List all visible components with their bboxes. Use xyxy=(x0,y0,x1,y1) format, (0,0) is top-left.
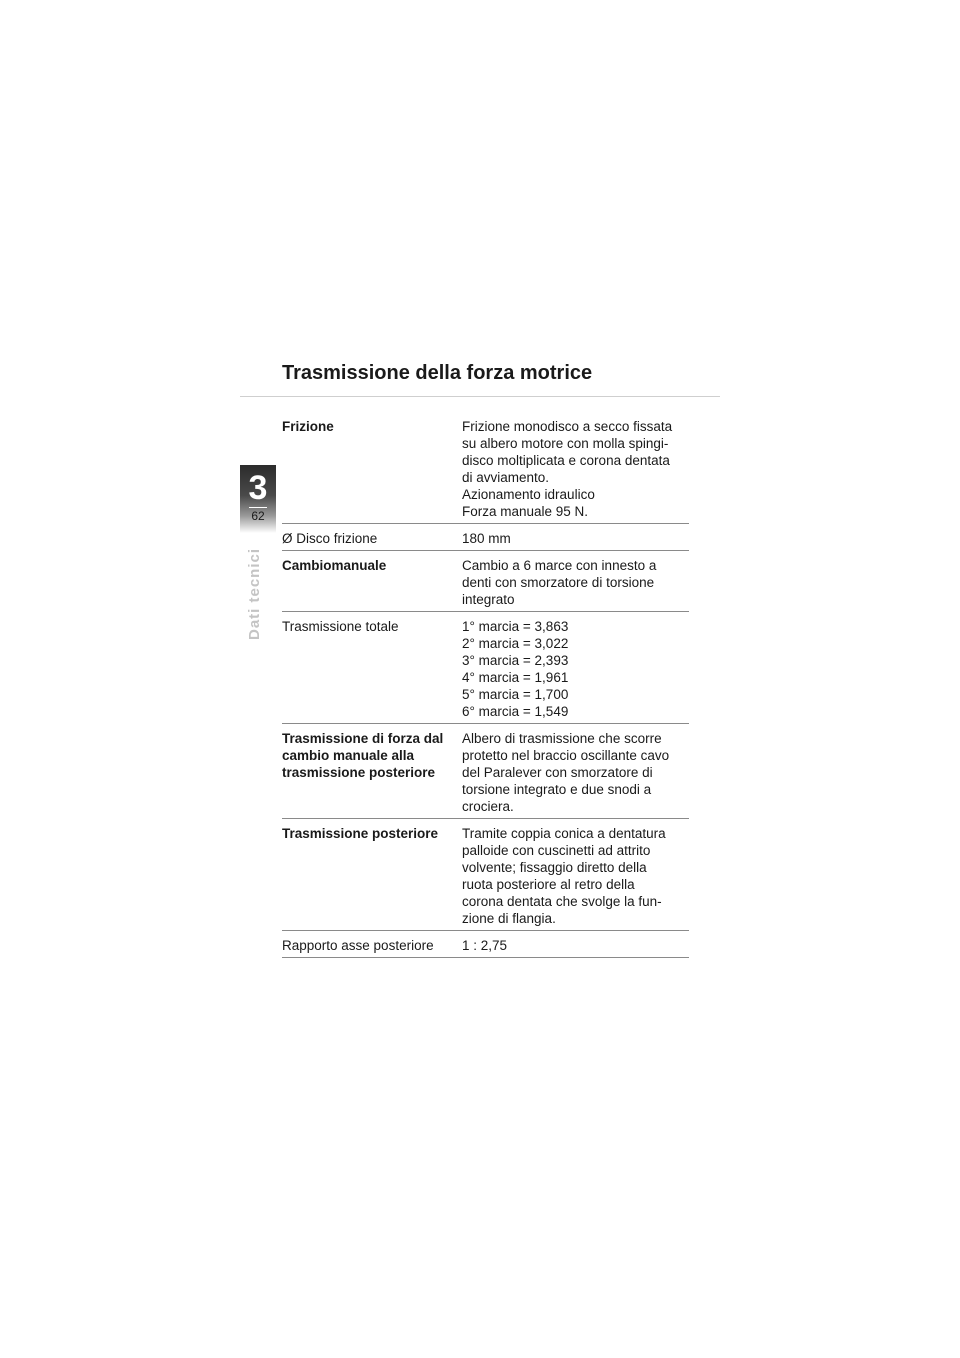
spec-value-line: 5° marcia = 1,700 xyxy=(462,687,569,702)
spec-label-line: Rapporto asse posteriore xyxy=(282,938,434,953)
spec-row xyxy=(282,617,689,724)
spec-label-line: trasmissione posteriore xyxy=(282,765,436,780)
section-label: Dati tecnici xyxy=(246,547,263,640)
spec-value xyxy=(462,529,689,547)
spec-table xyxy=(282,417,689,963)
page-number: 62 xyxy=(251,509,265,523)
spec-value-line: Cambio a 6 marce con innesto a xyxy=(462,558,657,573)
spec-value-line: su albero motore con molla spingi- xyxy=(462,436,669,451)
spec-label xyxy=(282,936,462,954)
spec-value-line: 180 mm xyxy=(462,531,511,546)
spec-value xyxy=(462,556,689,608)
spec-value-line: 2° marcia = 3,022 xyxy=(462,636,569,651)
spec-value-line: torsione integrato e due snodi a xyxy=(462,782,652,797)
chapter-tab xyxy=(240,465,276,533)
spec-value xyxy=(462,417,689,520)
spec-row xyxy=(282,824,689,931)
spec-label-line: Ø Disco frizione xyxy=(282,531,378,546)
spec-value-line: protetto nel braccio oscillante cavo xyxy=(462,748,670,763)
chapter-number: 3 xyxy=(248,469,268,507)
spec-label-line: Frizione xyxy=(282,419,334,434)
spec-value-line: 1 : 2,75 xyxy=(462,938,508,953)
spec-value-line: denti con smorzatore di torsione xyxy=(462,575,655,590)
page-title: Trasmissione della forza motrice xyxy=(282,362,593,384)
spec-row xyxy=(282,936,689,958)
spec-label-line: cambio manuale alla xyxy=(282,748,415,763)
spec-label xyxy=(282,529,462,547)
title-divider xyxy=(240,396,720,397)
spec-value-line: palloide con cuscinetti ad attrito xyxy=(462,843,651,858)
spec-value xyxy=(462,936,689,954)
spec-value-line: 4° marcia = 1,961 xyxy=(462,670,569,685)
spec-value xyxy=(462,824,689,927)
spec-value-line: Frizione monodisco a secco fissata xyxy=(462,419,673,434)
spec-value xyxy=(462,617,689,720)
spec-row xyxy=(282,529,689,551)
spec-label-line: Trasmissione totale xyxy=(282,619,399,634)
spec-value-line: integrato xyxy=(462,592,515,607)
spec-value-line: corona dentata che svolge la fun- xyxy=(462,894,662,909)
spec-value-line: crociera. xyxy=(462,799,514,814)
spec-row xyxy=(282,417,689,524)
spec-row xyxy=(282,556,689,612)
spec-value-line: di avviamento. xyxy=(462,470,550,485)
spec-value-line: Forza manuale 95 N. xyxy=(462,504,589,519)
spec-label-line: Trasmissione posteriore xyxy=(282,826,439,841)
spec-value-line: 3° marcia = 2,393 xyxy=(462,653,569,668)
spec-value-line: del Paralever con smorzatore di xyxy=(462,765,653,780)
spec-label xyxy=(282,729,462,815)
spec-value-line: volvente; fissaggio diretto della xyxy=(462,860,647,875)
spec-value-line: Albero di trasmissione che scorre xyxy=(462,731,662,746)
spec-label xyxy=(282,556,462,608)
spec-value-line: Azionamento idraulico xyxy=(462,487,595,502)
spec-label-line: Cambiomanuale xyxy=(282,558,387,573)
spec-row xyxy=(282,729,689,819)
spec-label xyxy=(282,417,462,520)
spec-value-line: ruota posteriore al retro della xyxy=(462,877,635,892)
spec-value-line: Tramite coppia conica a dentatura xyxy=(462,826,666,841)
spec-value-line: zione di flangia. xyxy=(462,911,556,926)
spec-label-line: Trasmissione di forza dal xyxy=(282,731,444,746)
spec-value xyxy=(462,729,689,815)
spec-label xyxy=(282,824,462,927)
spec-label xyxy=(282,617,462,720)
spec-value-line: 6° marcia = 1,549 xyxy=(462,704,569,719)
spec-value-line: 1° marcia = 3,863 xyxy=(462,619,569,634)
spec-value-line: disco moltiplicata e corona dentata xyxy=(462,453,670,468)
